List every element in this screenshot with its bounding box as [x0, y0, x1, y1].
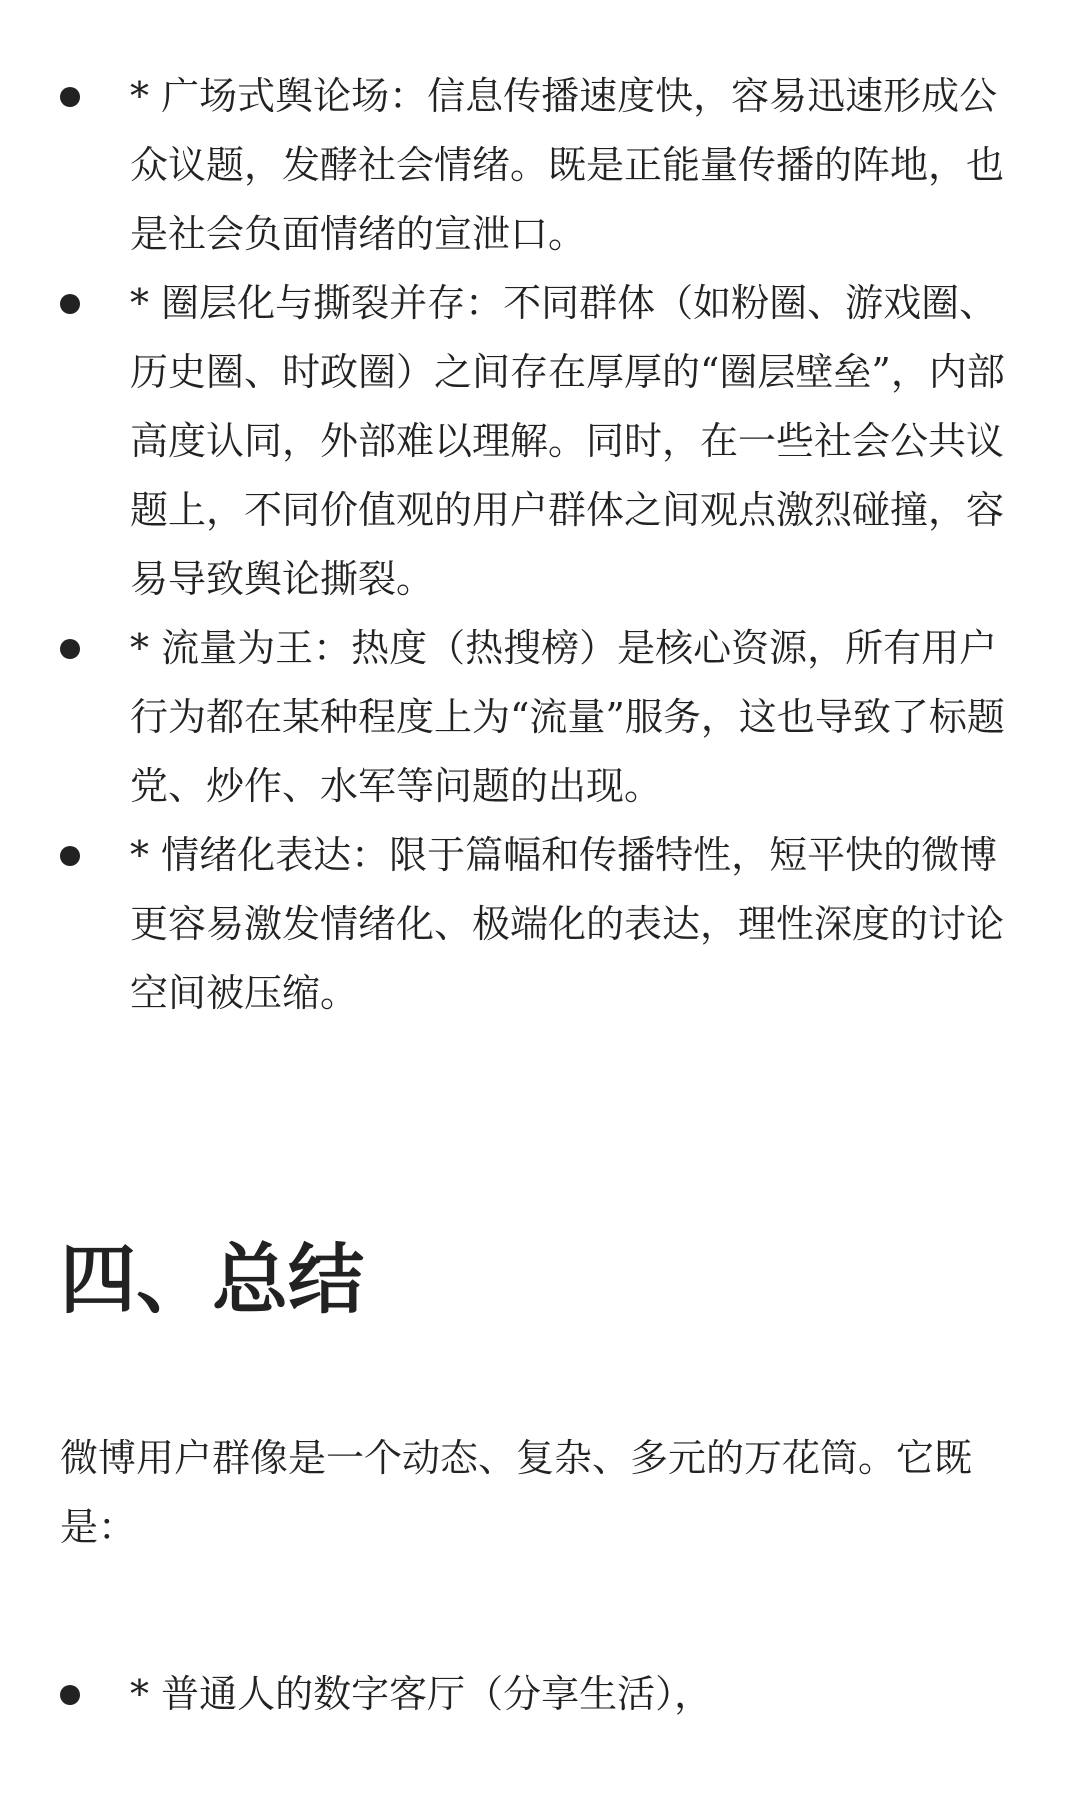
- summary-paragraph: 微博用户群像是一个动态、复杂、多元的万花筒。它既是：: [60, 1436, 973, 1549]
- characteristics-list: [0, 62, 1080, 1028]
- bullet-dot-icon: [60, 639, 80, 659]
- list-item-text: * 流量为王：热度（热搜榜）是核心资源，所有用户行为都在某种程度上为“流量”服务，这也导致了标题党、炒作、水军等问题的出现。: [130, 626, 1005, 808]
- bullet-dot-icon: [60, 87, 80, 107]
- list-item-circles-division: [0, 269, 1080, 614]
- list-item-text: * 圈层化与撕裂并存：不同群体（如粉圈、游戏圈、历史圈、时政圈）之间存在厚厚的“圈层壁垒”，内部高度认同，外部难以理解。同时，在一些社会公共议题上，不同价值观的用户群体之间观点激烈碰撞，容易导致舆论撕裂。: [130, 281, 1005, 601]
- list-item-traffic-king: [0, 614, 1080, 821]
- list-item-text: * 普通人的数字客厅（分享生活），: [130, 1672, 713, 1716]
- bullet-dot-icon: [60, 294, 80, 314]
- list-item-emotional-expression: [0, 821, 1080, 1028]
- bullet-dot-icon: [60, 846, 80, 866]
- list-item-text: * 情绪化表达：限于篇幅和传播特性，短平快的微博更容易激发情绪化、极端化的表达，理性深度的讨论空间被压缩。: [130, 833, 1005, 1015]
- section-heading: 四、总结: [60, 1235, 364, 1324]
- list-item-text: * 广场式舆论场：信息传播速度快，容易迅速形成公众议题，发酵社会情绪。既是正能量传播的阵地，也是社会负面情绪的宣泄口。: [130, 74, 1005, 256]
- list-item-digital-living-room: [0, 1660, 1080, 1729]
- list-item-square-opinion: [0, 62, 1080, 269]
- summary-list: [0, 1660, 1080, 1729]
- bullet-dot-icon: [60, 1685, 80, 1705]
